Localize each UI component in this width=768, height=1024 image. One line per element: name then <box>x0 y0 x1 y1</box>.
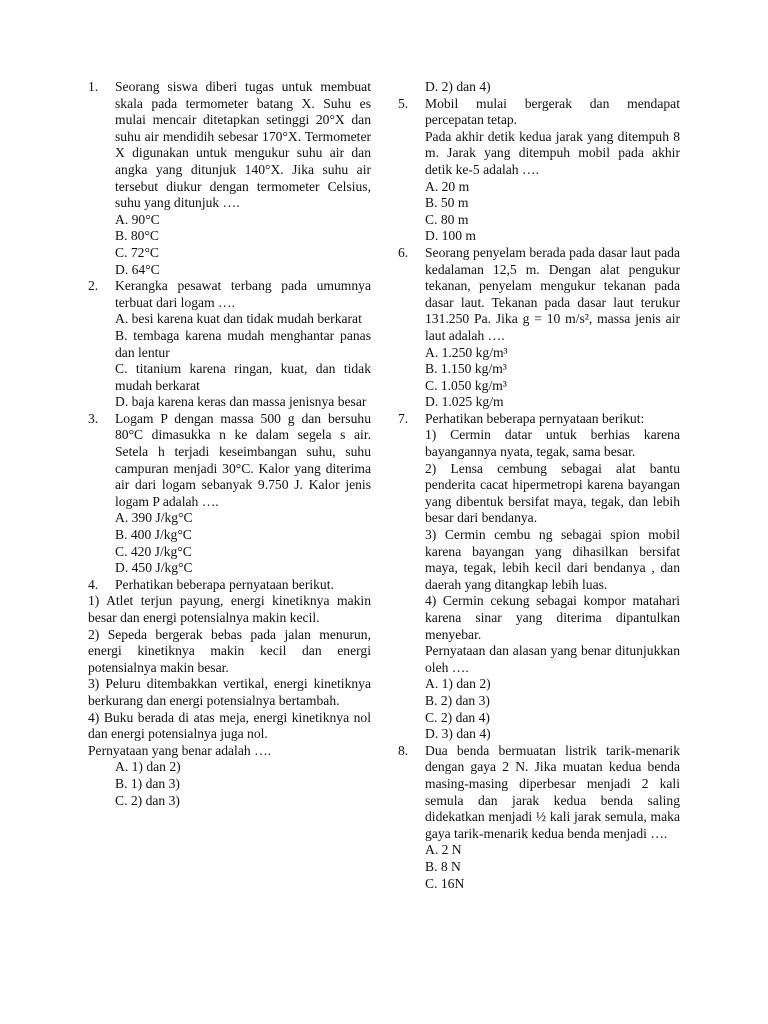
option-a: A. 1) dan 2) <box>115 759 181 775</box>
option-c: C. 16N <box>425 875 465 891</box>
statement-3: 3) Peluru ditembakkan vertikal, energi kinetiknya berkurang dan energi potensialnya bertambah. <box>88 676 371 708</box>
question-8 <box>398 743 680 892</box>
question-text: Seorang penyelam berada pada dasar laut pada kedalaman 12,5 m. Dengan alat pengukur tekanan, penyelam mengukur tekanan pada dasar laut. Tekanan pada dasar laut terukur 131.250 Pa. Jika g = 10 m/s², massa jenis air laut adalah …. <box>425 244 680 343</box>
option-c: C. titanium karena ringan, kuat, dan tidak mudah berkarat <box>115 361 371 393</box>
question-text: Dua benda bermuatan listrik tarik-menarik dengan gaya 2 N. Jika muatan kedua benda masing-masing diperbesar menjadi 2 kali semula dan jarak kedua benda saling didekatkan menjadi ½ kali jarak semula, maka gaya tarik-menarik kedua benda menjadi …. <box>425 742 680 841</box>
question-number: 3. <box>88 410 99 426</box>
option-a: A. 90°C <box>115 211 160 227</box>
option-d: D. 100 m <box>425 228 476 244</box>
statement-4: 4) Cermin cekung sebagai kompor matahari karena sinar yang diterima dipantulkan menyebar. <box>425 593 680 642</box>
option-c: C. 2) dan 3) <box>115 792 180 808</box>
option-b: B. 80°C <box>115 228 159 244</box>
option-b: B. 2) dan 3) <box>425 692 490 708</box>
question-text: Seorang siswa diberi tugas untuk membuat skala pada termometer batang X. Suhu es mulai mencair ditetapkan setinggi 20°X dan suhu air mendidih sebesar 170°X. Termometer X digunakan untuk mengukur suhu air dan angka yang ditunjuk 140°X. Jika suhu air tersebut diukur dengan termometer Celsius, suhu yang ditunjuk …. <box>115 79 371 211</box>
question-2 <box>88 278 371 411</box>
option-a: A. besi karena kuat dan tidak mudah berkarat <box>115 311 362 327</box>
question-text: Logam P dengan massa 500 g dan bersuhu 80°C dimasukka n ke dalam segela s air. Setela h terjadi keseimbangan suhu, suhu campuran menjadi 30°C. Kalor yang diterima air dari logam sebanyak 9.750 J. Kalor jenis logam P adalah …. <box>115 410 371 509</box>
option-a: A. 1.250 kg/m³ <box>425 344 508 360</box>
question-4 <box>88 577 371 809</box>
option-a: A. 2 N <box>425 842 462 858</box>
option-a: A. 390 J/kg°C <box>115 510 193 526</box>
question-text: Mobil mulai bergerak dan mendapat percepatan tetap. <box>425 95 680 128</box>
option-d: D. 1.025 kg/m <box>425 394 504 410</box>
statement-1: 1) Atlet terjun payung, energi kinetiknya makin besar dan energi potensialnya makin kecil. <box>88 593 371 625</box>
option-c: C. 1.050 kg/m³ <box>425 377 507 393</box>
option-d: D. baja karena keras dan massa jenisnya besar <box>115 394 367 410</box>
question-3 <box>88 411 371 577</box>
option-b: B. 1.150 kg/m³ <box>425 361 507 377</box>
question-number: 1. <box>88 79 99 94</box>
question-1 <box>88 79 371 278</box>
option-b: B. 8 N <box>425 858 461 874</box>
question-number: 5. <box>398 95 409 111</box>
question-5 <box>398 96 680 245</box>
question-number: 8. <box>398 742 409 758</box>
question-number: 7. <box>398 410 409 426</box>
question-prompt: Pernyataan yang benar adalah …. <box>88 742 272 758</box>
left-column <box>88 79 371 809</box>
option-b: B. 50 m <box>425 195 469 211</box>
right-column <box>398 79 680 892</box>
option-b: B. 400 J/kg°C <box>115 527 192 543</box>
option-d: D. 64°C <box>115 261 160 277</box>
question-intro: Perhatikan beberapa pernyataan berikut. <box>115 576 334 592</box>
option-b: B. tembaga karena mudah menghantar panas dan lentur <box>115 327 371 360</box>
option-c: C. 80 m <box>425 211 469 227</box>
option-a: A. 20 m <box>425 178 470 194</box>
option-d: D. 450 J/kg°C <box>115 560 193 576</box>
question-number: 4. <box>88 576 99 592</box>
option-d: D. 3) dan 4) <box>425 726 491 742</box>
option-c: C. 420 J/kg°C <box>115 543 192 559</box>
option-b: B. 1) dan 3) <box>115 775 180 791</box>
option-c: C. 72°C <box>115 244 159 260</box>
question-7 <box>398 411 680 743</box>
statement-1: 1) Cermin datar untuk berhias karena bayangannya nyata, tegak, sama besar. <box>425 427 680 460</box>
option-d: D. 2) dan 4) <box>425 79 491 94</box>
statement-3: 3) Cermin cembu ng sebagai spion mobil karena bayangan yang dihasilkan bersifat maya, tegak, lebih kecil dari bendanya , dan daerah yang ditangkap lebih luas. <box>425 527 680 592</box>
statement-2: 2) Lensa cembung sebagai alat bantu penderita cacat hipermetropi karena bayangan yang dibentuk bersifat maya, tegak, dan lebih besar dari bendanya. <box>425 460 680 526</box>
option-c: C. 2) dan 4) <box>425 709 490 725</box>
question-6 <box>398 245 680 411</box>
question-prompt: Pernyataan dan alasan yang benar ditunjukkan oleh …. <box>425 643 680 675</box>
question-number: 6. <box>398 244 409 260</box>
question-text-continued: Pada akhir detik kedua jarak yang ditempuh 8 m. Jarak yang ditempuh mobil pada akhir detik ke-5 adalah …. <box>425 128 680 177</box>
option-a: A. 1) dan 2) <box>425 676 491 692</box>
statement-4: 4) Buku berada di atas meja, energi kinetiknya nol dan energi potensialnya juga nol. <box>88 709 371 742</box>
question-number: 2. <box>88 278 99 294</box>
question-intro: Perhatikan beberapa pernyataan berikut: <box>425 410 645 426</box>
statement-2: 2) Sepeda bergerak bebas pada jalan menurun, energi kinetiknya makin kecil dan energi potensialnya makin besar. <box>88 626 371 675</box>
question-text: Kerangka pesawat terbang pada umumnya terbuat dari logam …. <box>115 278 371 310</box>
